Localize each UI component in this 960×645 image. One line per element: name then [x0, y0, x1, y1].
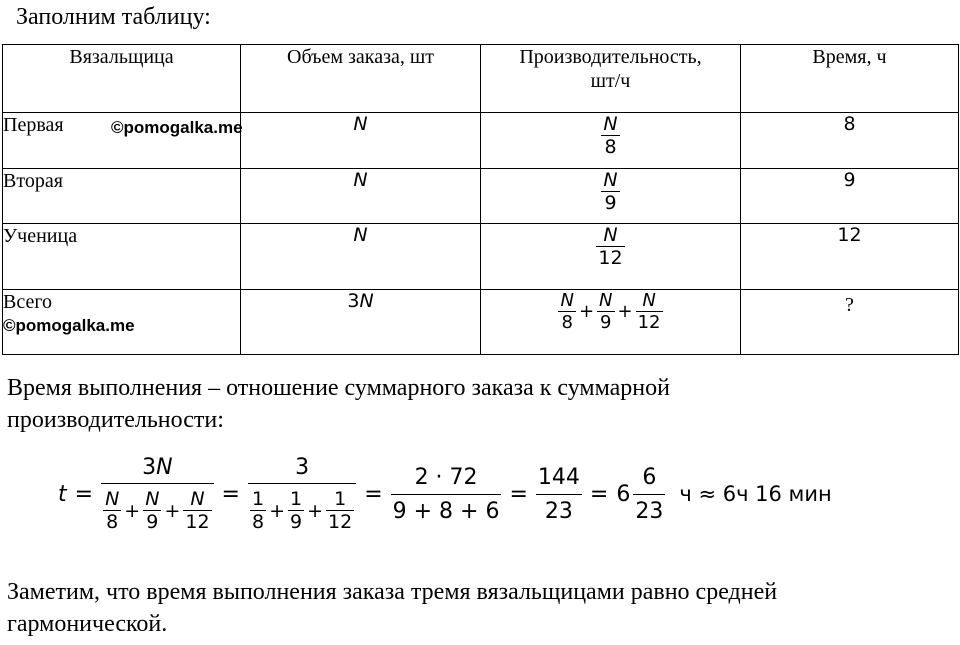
header-volume: Объем заказа, шт: [241, 45, 481, 113]
total-volume: 3N: [241, 290, 481, 355]
fraction-step3: $\frac{2 \cdot 72}{9 + 8 + 6}$: [392, 464, 500, 524]
row-name: Ученица: [3, 224, 241, 290]
row-volume: N: [241, 113, 481, 169]
header-knitter: Вязальщица: [3, 45, 241, 113]
table-row: [3, 224, 959, 290]
watermark: ©pomogalka.me: [3, 316, 135, 335]
table-row: [3, 169, 959, 224]
header-rate: Производительность, шт/ч: [481, 45, 741, 113]
table-row: [3, 113, 959, 169]
row-rate: $\frac{N}{12}$: [481, 224, 741, 290]
knitters-table: [2, 44, 959, 355]
time-formula: t = 3N $\frac{N}{8}$ + $\frac{N}{9}$ + $\frac{N}{12}$ = 3 $\frac{1}{8}$ + $\frac{1}{9}$ + $\frac{1}{12}$ = $\frac{2 \cdot 72}{9 + 8 + 6}$ = $\frac{144}{23}$ = 6 $\frac{6}{23}$ ч ≈ 6ч 16 мин: [58, 455, 832, 533]
table-total-row: [3, 290, 959, 355]
watermark: ©pomogalka.me: [111, 118, 243, 137]
row-name: Первая ©pomogalka.me: [3, 113, 241, 169]
row-time: 12: [741, 224, 959, 290]
row-time: 9: [741, 169, 959, 224]
row-time: 8: [741, 113, 959, 169]
paragraph-conclusion: Заметим, что время выполнения заказа тремя вязальщицами равно средней гармонической.: [7, 579, 778, 637]
fraction-step4: $\frac{144}{23}$: [537, 464, 580, 524]
table-header-row: [3, 45, 959, 113]
total-name: Всего ©pomogalka.me: [3, 290, 241, 355]
row-volume: N: [241, 169, 481, 224]
fraction-step1: 3N $\frac{N}{8}$ + $\frac{N}{9}$ + $\frac{N}{12}$: [101, 455, 213, 533]
paragraph-definition: Время выполнения – отношение суммарного заказа к суммарной производительности:: [7, 375, 670, 433]
total-rate: $\frac{N}{8}$ + $\frac{N}{9}$ + $\frac{N}{12}$: [481, 290, 741, 355]
row-volume: N: [241, 224, 481, 290]
total-time: ?: [741, 290, 959, 355]
intro-text: Заполним таблицу:: [16, 4, 211, 30]
header-time: Время, ч: [741, 45, 959, 113]
fraction-mixed: $\frac{6}{23}$: [635, 464, 664, 524]
fraction-step2: 3 $\frac{1}{8}$ + $\frac{1}{9}$ + $\frac{1}{12}$: [248, 455, 356, 533]
row-name: Вторая: [3, 169, 241, 224]
row-rate: $\frac{N}{9}$: [481, 169, 741, 224]
row-rate: $\frac{N}{8}$: [481, 113, 741, 169]
